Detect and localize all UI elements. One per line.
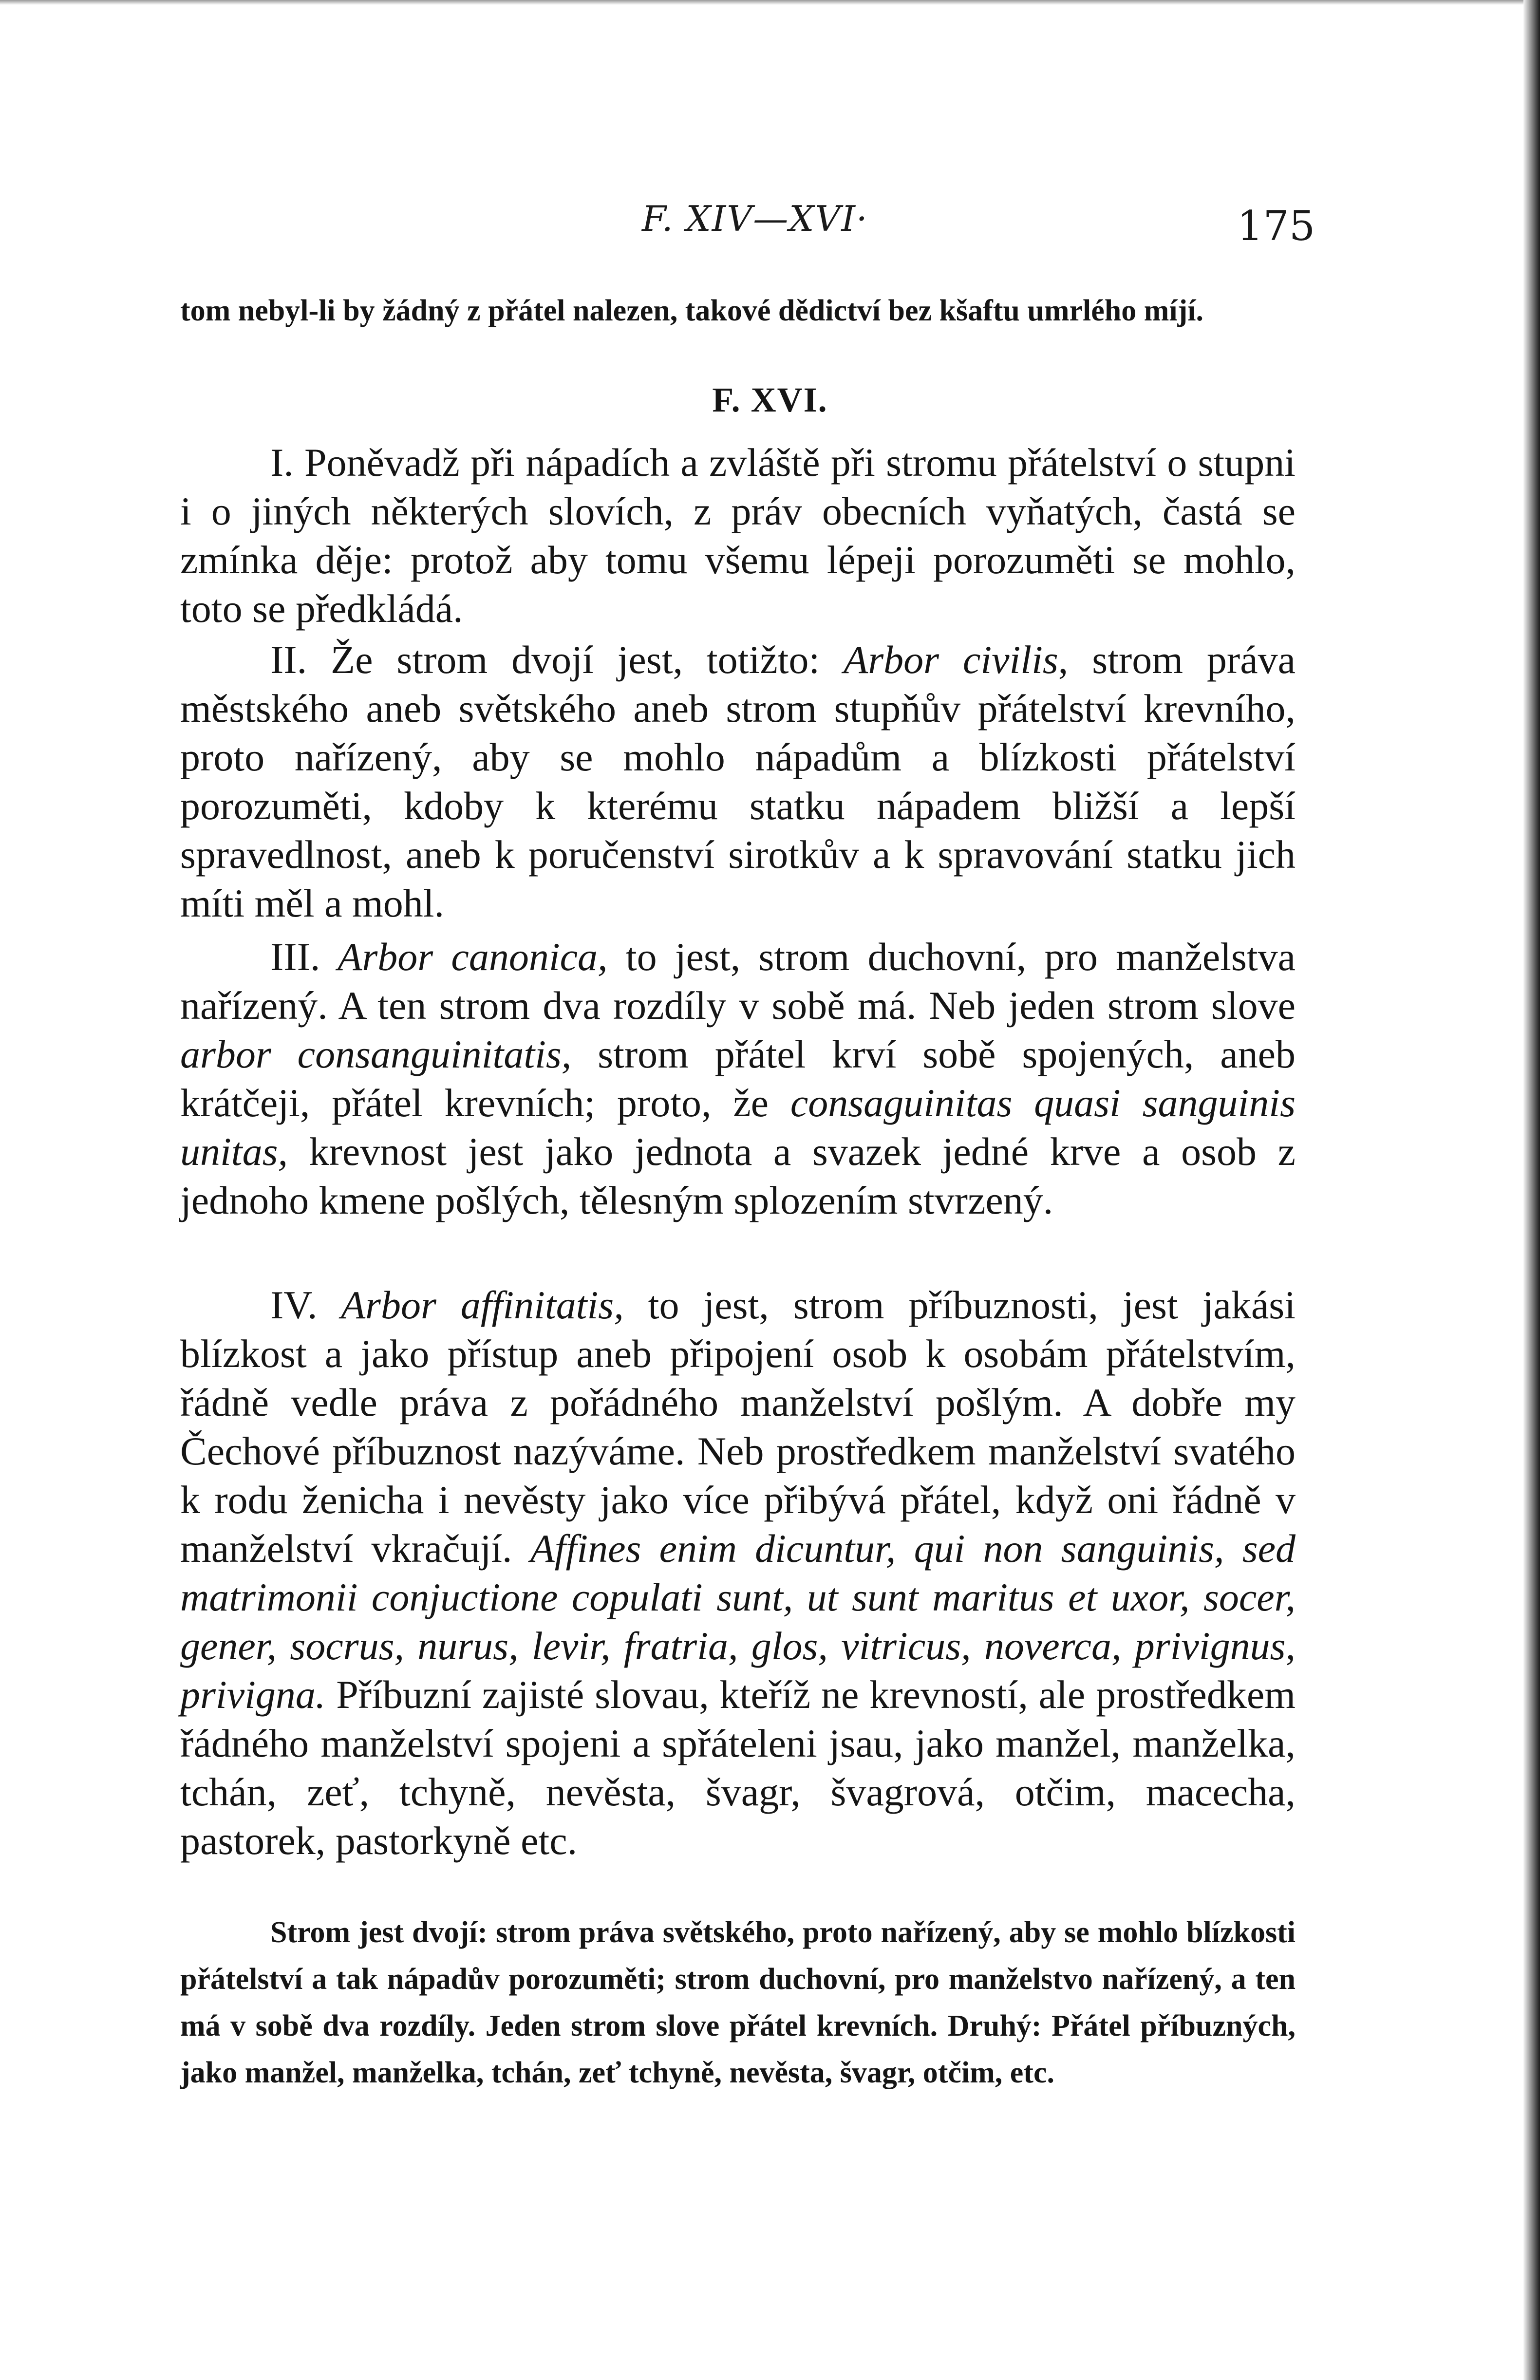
paragraph-text: , strom práva městského aneb světského aneb strom stupňův přátelství krevního, proto nařízený, aby se mohlo nápadům a blízkosti přátelství porozuměti, kdoby k kterému statku nápadem bližší a lepší spravedlnost, aneb k poručenství sirotkův a k spravování statku jich míti měl a mohl. — [180, 637, 1296, 925]
latin-term: Arbor canonica, — [320, 935, 608, 979]
paragraph-numeral: I. — [270, 440, 294, 485]
latin-term: Arbor civilis — [844, 637, 1058, 682]
paragraph-text: Poněvadž při nápadích a zvláště při stromu přátelství o stupni i o jiných některých slovích, z práv obecních vyňatých, častá se zmínka děje: protož aby tomu všemu lépeji porozuměti se mohlo, toto se předkládá. — [180, 440, 1296, 631]
paragraph-text: Příbuzní zajisté slovau, kteříž ne krevností, ale prostředkem řádného manželství spojeni a spřáteleni jsau, jako manžel, manželka, tchán, zeť, tchyně, nevěsta, švagr, švagrová, otčim, macecha, pastorek, pastorkyně etc. — [180, 1672, 1296, 1863]
latin-term: arbor consanguinitatis, — [180, 1032, 572, 1076]
section-title: F. XVI. — [712, 380, 828, 419]
latin-passage: Affines enim dicuntur, qui non sanguinis, sed matrimonii conjuctione copulati sunt, ut sunt maritus et uxor, socer, gener, socrus, nurus, levir, fratria, glos, vitricus, noverca, privignus, privigna. — [180, 1526, 1296, 1717]
paragraph-3 — [180, 933, 1296, 1225]
paragraph-text: Že strom dvojí jest, totižto: — [307, 637, 844, 682]
continuation-paragraph: tom nebyl-li by žádný z přátel nalezen, takové dědictví bez kšaftu umrlého míjí. — [180, 294, 1203, 327]
paragraph-numeral: III. — [270, 935, 320, 979]
latin-term: consaguinitas quasi sanguinis unitas, — [180, 1081, 1296, 1174]
page-number: 175 — [1237, 202, 1315, 250]
paragraph-2 — [180, 636, 1296, 928]
paragraph-4 — [180, 1281, 1296, 1865]
latin-term: Arbor affinitatis, — [317, 1283, 624, 1327]
paragraph-text: to jest, strom příbuznosti, jest jakási blízkost a jako přístup aneb připojení osob k osobám přátelstvím, řádně vedle práva z pořádného manželství pošlým. A dobře my Čechové příbuznost nazýváme. Neb prostředkem manželství svatého k rodu ženicha i nevěsty jako více přibývá přátel, když oni řádně v manželství vkračují. — [180, 1283, 1296, 1571]
paragraph-text: to jest, strom duchovní, pro manželstva nařízený. A ten strom dva rozdíly v sobě má. Neb jeden strom slove — [180, 935, 1296, 1028]
page-header — [0, 187, 1540, 256]
summary-paragraph: Strom jest dvojí: strom práva světského, proto nařízený, aby se mohlo blízkosti přátelství a tak nápadův porozuměti; strom duchovní, pro manželstvo nařízený, a ten má v sobě dva rozdíly. Jeden strom slove přátel krevních. Druhý: Přátel příbuzných, jako manžel, manželka, tchán, zeť tchyně, nevěsta, švagr, otčim, etc. — [180, 1916, 1296, 2089]
paragraph-numeral: II. — [270, 637, 307, 682]
page-binding-shadow — [1523, 0, 1540, 2380]
paragraph-1 — [180, 438, 1296, 633]
page-top-shadow — [0, 0, 1540, 5]
paragraph-text: krevnost jest jako jednota a svazek jedné krve a osob z jednoho kmene pošlých, tělesným splozením stvrzený. — [180, 1129, 1296, 1222]
running-head: F. XIV—XVI· — [642, 198, 868, 239]
paragraph-text: strom přátel krví sobě spojených, aneb krátčeji, přátel krevních; proto, že — [180, 1032, 1296, 1125]
paragraph-numeral: IV. — [270, 1283, 318, 1327]
